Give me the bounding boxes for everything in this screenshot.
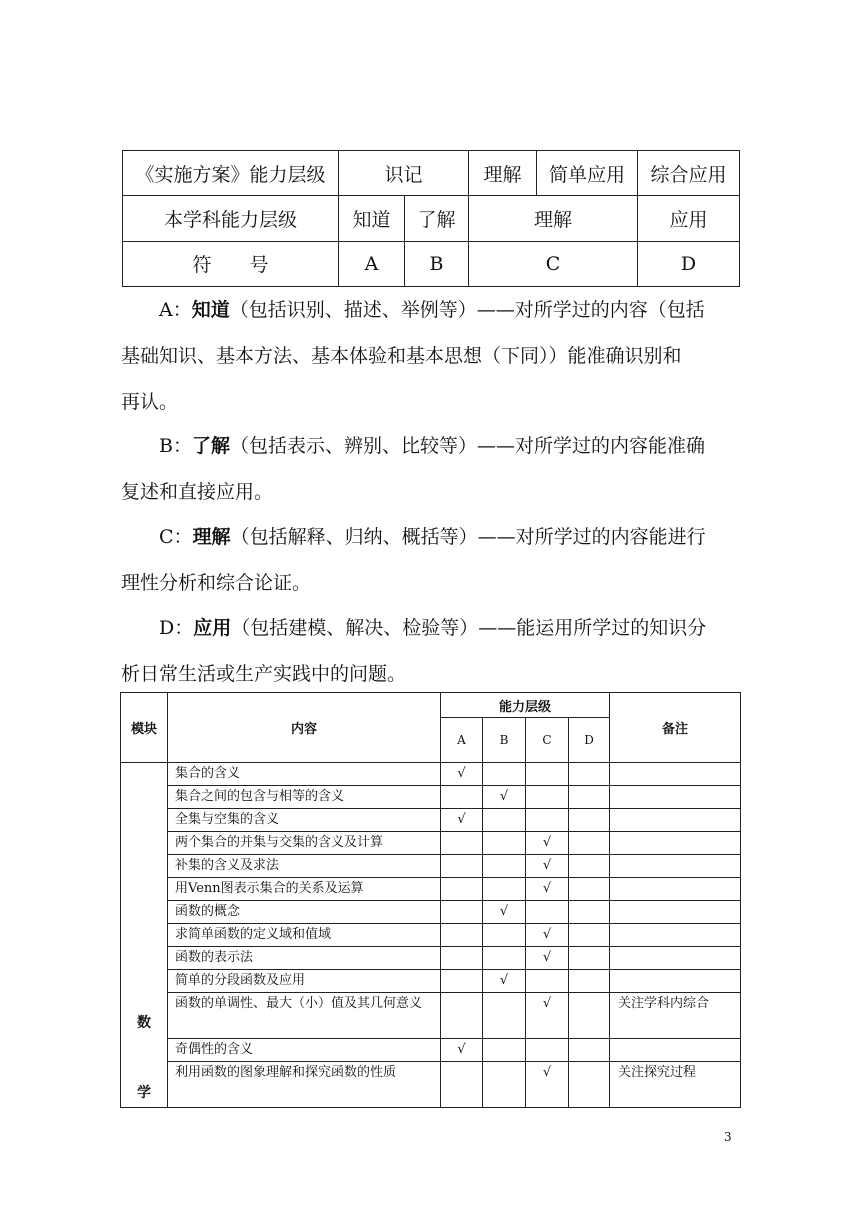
- level-label-b: B: [483, 718, 526, 763]
- table-row: [121, 947, 741, 970]
- content-item: 利用函数的图象理解和探究函数的性质: [168, 1062, 441, 1108]
- content-table-body: [121, 763, 741, 1108]
- table-row: [121, 878, 741, 901]
- levels-header: 能力层级: [441, 693, 610, 718]
- level-b-cell: [483, 947, 526, 970]
- level-a-cell: [441, 763, 483, 786]
- table-row: [121, 1039, 741, 1062]
- module-header: 模块: [121, 693, 168, 763]
- level-c-cell: [526, 809, 569, 832]
- check-mark: √: [542, 950, 552, 965]
- definition-term: 理解: [192, 526, 231, 548]
- definition-d: [121, 605, 733, 697]
- note-cell: [610, 901, 741, 924]
- level-d-cell: [569, 786, 610, 809]
- level-d-cell: [569, 809, 610, 832]
- table-row: [121, 970, 741, 993]
- level-a-cell: [441, 1039, 483, 1062]
- level-c-cell: [526, 855, 569, 878]
- definition-line: [121, 605, 733, 651]
- note-cell: 关注学科内综合: [610, 993, 741, 1039]
- check-mark: √: [499, 789, 509, 804]
- module-name-char: 数: [137, 1015, 151, 1031]
- content-item: 奇偶性的含义: [168, 1039, 441, 1062]
- level-cell: D: [638, 241, 740, 286]
- content-item: 集合之间的包含与相等的含义: [168, 786, 441, 809]
- page-number: 3: [724, 1130, 732, 1144]
- definition-letter: D：: [159, 617, 194, 639]
- definition-term: 了解: [191, 435, 230, 457]
- level-c-cell: [526, 901, 569, 924]
- level-a-cell: [441, 878, 483, 901]
- content-table: [120, 692, 741, 1108]
- level-cell: 符 号: [123, 241, 339, 286]
- level-a-cell: [441, 924, 483, 947]
- content-item: 补集的含义及求法: [168, 855, 441, 878]
- level-cell: B: [405, 241, 469, 286]
- check-mark: √: [542, 881, 552, 896]
- definition-text: （包括解释、归纳、概括等）——对所学过的内容能进行: [230, 526, 706, 548]
- module-name-char: 学: [137, 1085, 151, 1101]
- note-cell: [610, 763, 741, 786]
- level-a-cell: [441, 832, 483, 855]
- content-item: 求简单函数的定义域和值域: [168, 924, 441, 947]
- level-b-cell: [483, 993, 526, 1039]
- content-item: 函数的单调性、最大（小）值及其几何意义: [168, 993, 441, 1039]
- level-a-cell: [441, 970, 483, 993]
- level-a-cell: [441, 1062, 483, 1108]
- level-b-cell: [483, 970, 526, 993]
- level-d-cell: [569, 901, 610, 924]
- level-row-symbol: [123, 241, 740, 286]
- level-d-cell: [569, 970, 610, 993]
- level-b-cell: [483, 1039, 526, 1062]
- level-c-cell: [526, 970, 569, 993]
- check-mark: √: [457, 812, 466, 827]
- level-cell: 理解: [469, 196, 638, 241]
- check-mark: √: [499, 904, 509, 919]
- level-d-cell: [569, 993, 610, 1039]
- level-d-cell: [569, 1062, 610, 1108]
- level-cell: 知道: [339, 196, 405, 241]
- definition-line: [121, 287, 733, 333]
- definition-text: 再认。: [121, 391, 179, 413]
- level-d-cell: [569, 947, 610, 970]
- definition-letter: C：: [159, 526, 193, 548]
- level-cell: A: [339, 241, 405, 286]
- check-mark: √: [542, 996, 552, 1011]
- level-d-cell: [569, 832, 610, 855]
- note-cell: 关注探究过程: [610, 1062, 741, 1108]
- definition-text: 基础知识、基本方法、基本体验和基本思想（下同））能准确识别和: [121, 345, 682, 367]
- note-cell: [610, 924, 741, 947]
- level-d-cell: [569, 924, 610, 947]
- level-cell: 《实施方案》能力层级: [123, 151, 339, 196]
- level-cell: 识记: [339, 151, 469, 196]
- definition-text: （包括识别、描述、举例等）——对所学过的内容（包括: [229, 299, 705, 321]
- level-c-cell: [526, 993, 569, 1039]
- level-b-cell: [483, 924, 526, 947]
- table-row: [121, 924, 741, 947]
- level-a-cell: [441, 809, 483, 832]
- note-cell: [610, 786, 741, 809]
- level-b-cell: [483, 786, 526, 809]
- level-d-cell: [569, 878, 610, 901]
- level-cell: 本学科能力层级: [123, 196, 339, 241]
- check-mark: √: [542, 1065, 552, 1080]
- definition-b: [121, 423, 733, 515]
- table-row: [121, 763, 741, 786]
- definition-term: 应用: [193, 617, 232, 639]
- level-c-cell: [526, 924, 569, 947]
- table-row: [121, 832, 741, 855]
- table-row: [121, 1062, 741, 1108]
- check-mark: √: [542, 835, 552, 850]
- level-d-cell: [569, 1039, 610, 1062]
- level-cell: 应用: [638, 196, 740, 241]
- level-cell: 理解: [469, 151, 537, 196]
- check-mark: √: [457, 1042, 466, 1057]
- level-label-a: A: [441, 718, 483, 763]
- level-cell: C: [469, 241, 638, 286]
- note-cell: [610, 832, 741, 855]
- level-row-subject: [123, 196, 740, 241]
- note-cell: [610, 855, 741, 878]
- definition-line: [121, 423, 733, 469]
- level-c-cell: [526, 832, 569, 855]
- level-c-cell: [526, 763, 569, 786]
- level-b-cell: [483, 878, 526, 901]
- definition-text: 理性分析和综合论证。: [121, 572, 312, 594]
- table-row: [121, 993, 741, 1039]
- level-cell: 综合应用: [638, 151, 740, 196]
- definition-text: （包括建模、解决、检验等）——能运用所学过的知识分: [231, 617, 707, 639]
- level-b-cell: [483, 855, 526, 878]
- note-header: 备注: [610, 693, 741, 763]
- note-cell: [610, 878, 741, 901]
- note-cell: [610, 809, 741, 832]
- check-mark: √: [542, 858, 552, 873]
- level-b-cell: [483, 1062, 526, 1108]
- note-cell: [610, 1039, 741, 1062]
- level-b-cell: [483, 763, 526, 786]
- check-mark: √: [542, 927, 552, 942]
- level-d-cell: [569, 763, 610, 786]
- header-row: [121, 693, 741, 718]
- check-mark: √: [457, 766, 466, 781]
- content-item: 全集与空集的含义: [168, 809, 441, 832]
- content-item: 函数的概念: [168, 901, 441, 924]
- level-b-cell: [483, 901, 526, 924]
- level-c-cell: [526, 878, 569, 901]
- definition-letter: A：: [159, 299, 192, 321]
- level-c-cell: [526, 947, 569, 970]
- check-mark: √: [499, 973, 509, 988]
- definition-line: [121, 514, 733, 560]
- ability-level-table: [122, 150, 740, 287]
- level-label-d: D: [569, 718, 610, 763]
- table-row: [121, 855, 741, 878]
- level-a-cell: [441, 855, 483, 878]
- table-row: [121, 786, 741, 809]
- level-a-cell: [441, 993, 483, 1039]
- content-item: 用Venn图表示集合的关系及运算: [168, 878, 441, 901]
- level-label-c: C: [526, 718, 569, 763]
- level-d-cell: [569, 855, 610, 878]
- content-item: 简单的分段函数及应用: [168, 970, 441, 993]
- content-item: 函数的表示法: [168, 947, 441, 970]
- content-item: 两个集合的并集与交集的含义及计算: [168, 832, 441, 855]
- level-c-cell: [526, 1039, 569, 1062]
- note-cell: [610, 970, 741, 993]
- definition-c: [121, 514, 733, 606]
- level-b-cell: [483, 809, 526, 832]
- module-cell: [121, 763, 168, 1108]
- definition-text: （包括表示、辨别、比较等）——对所学过的内容能准确: [229, 435, 705, 457]
- definition-a: [121, 287, 733, 425]
- definition-term: 知道: [191, 299, 230, 321]
- content-item: 集合的含义: [168, 763, 441, 786]
- note-cell: [610, 947, 741, 970]
- definition-text: 复述和直接应用。: [121, 481, 274, 503]
- definition-text: 析日常生活或生产实践中的问题。: [121, 663, 407, 685]
- level-a-cell: [441, 947, 483, 970]
- level-row-scheme: [123, 151, 740, 196]
- definition-letter: B：: [159, 435, 192, 457]
- table-row: [121, 809, 741, 832]
- level-a-cell: [441, 901, 483, 924]
- table-row: [121, 901, 741, 924]
- level-cell: 了解: [405, 196, 469, 241]
- level-c-cell: [526, 786, 569, 809]
- level-c-cell: [526, 1062, 569, 1108]
- level-cell: 简单应用: [537, 151, 638, 196]
- content-header: 内容: [168, 693, 441, 763]
- level-b-cell: [483, 832, 526, 855]
- level-a-cell: [441, 786, 483, 809]
